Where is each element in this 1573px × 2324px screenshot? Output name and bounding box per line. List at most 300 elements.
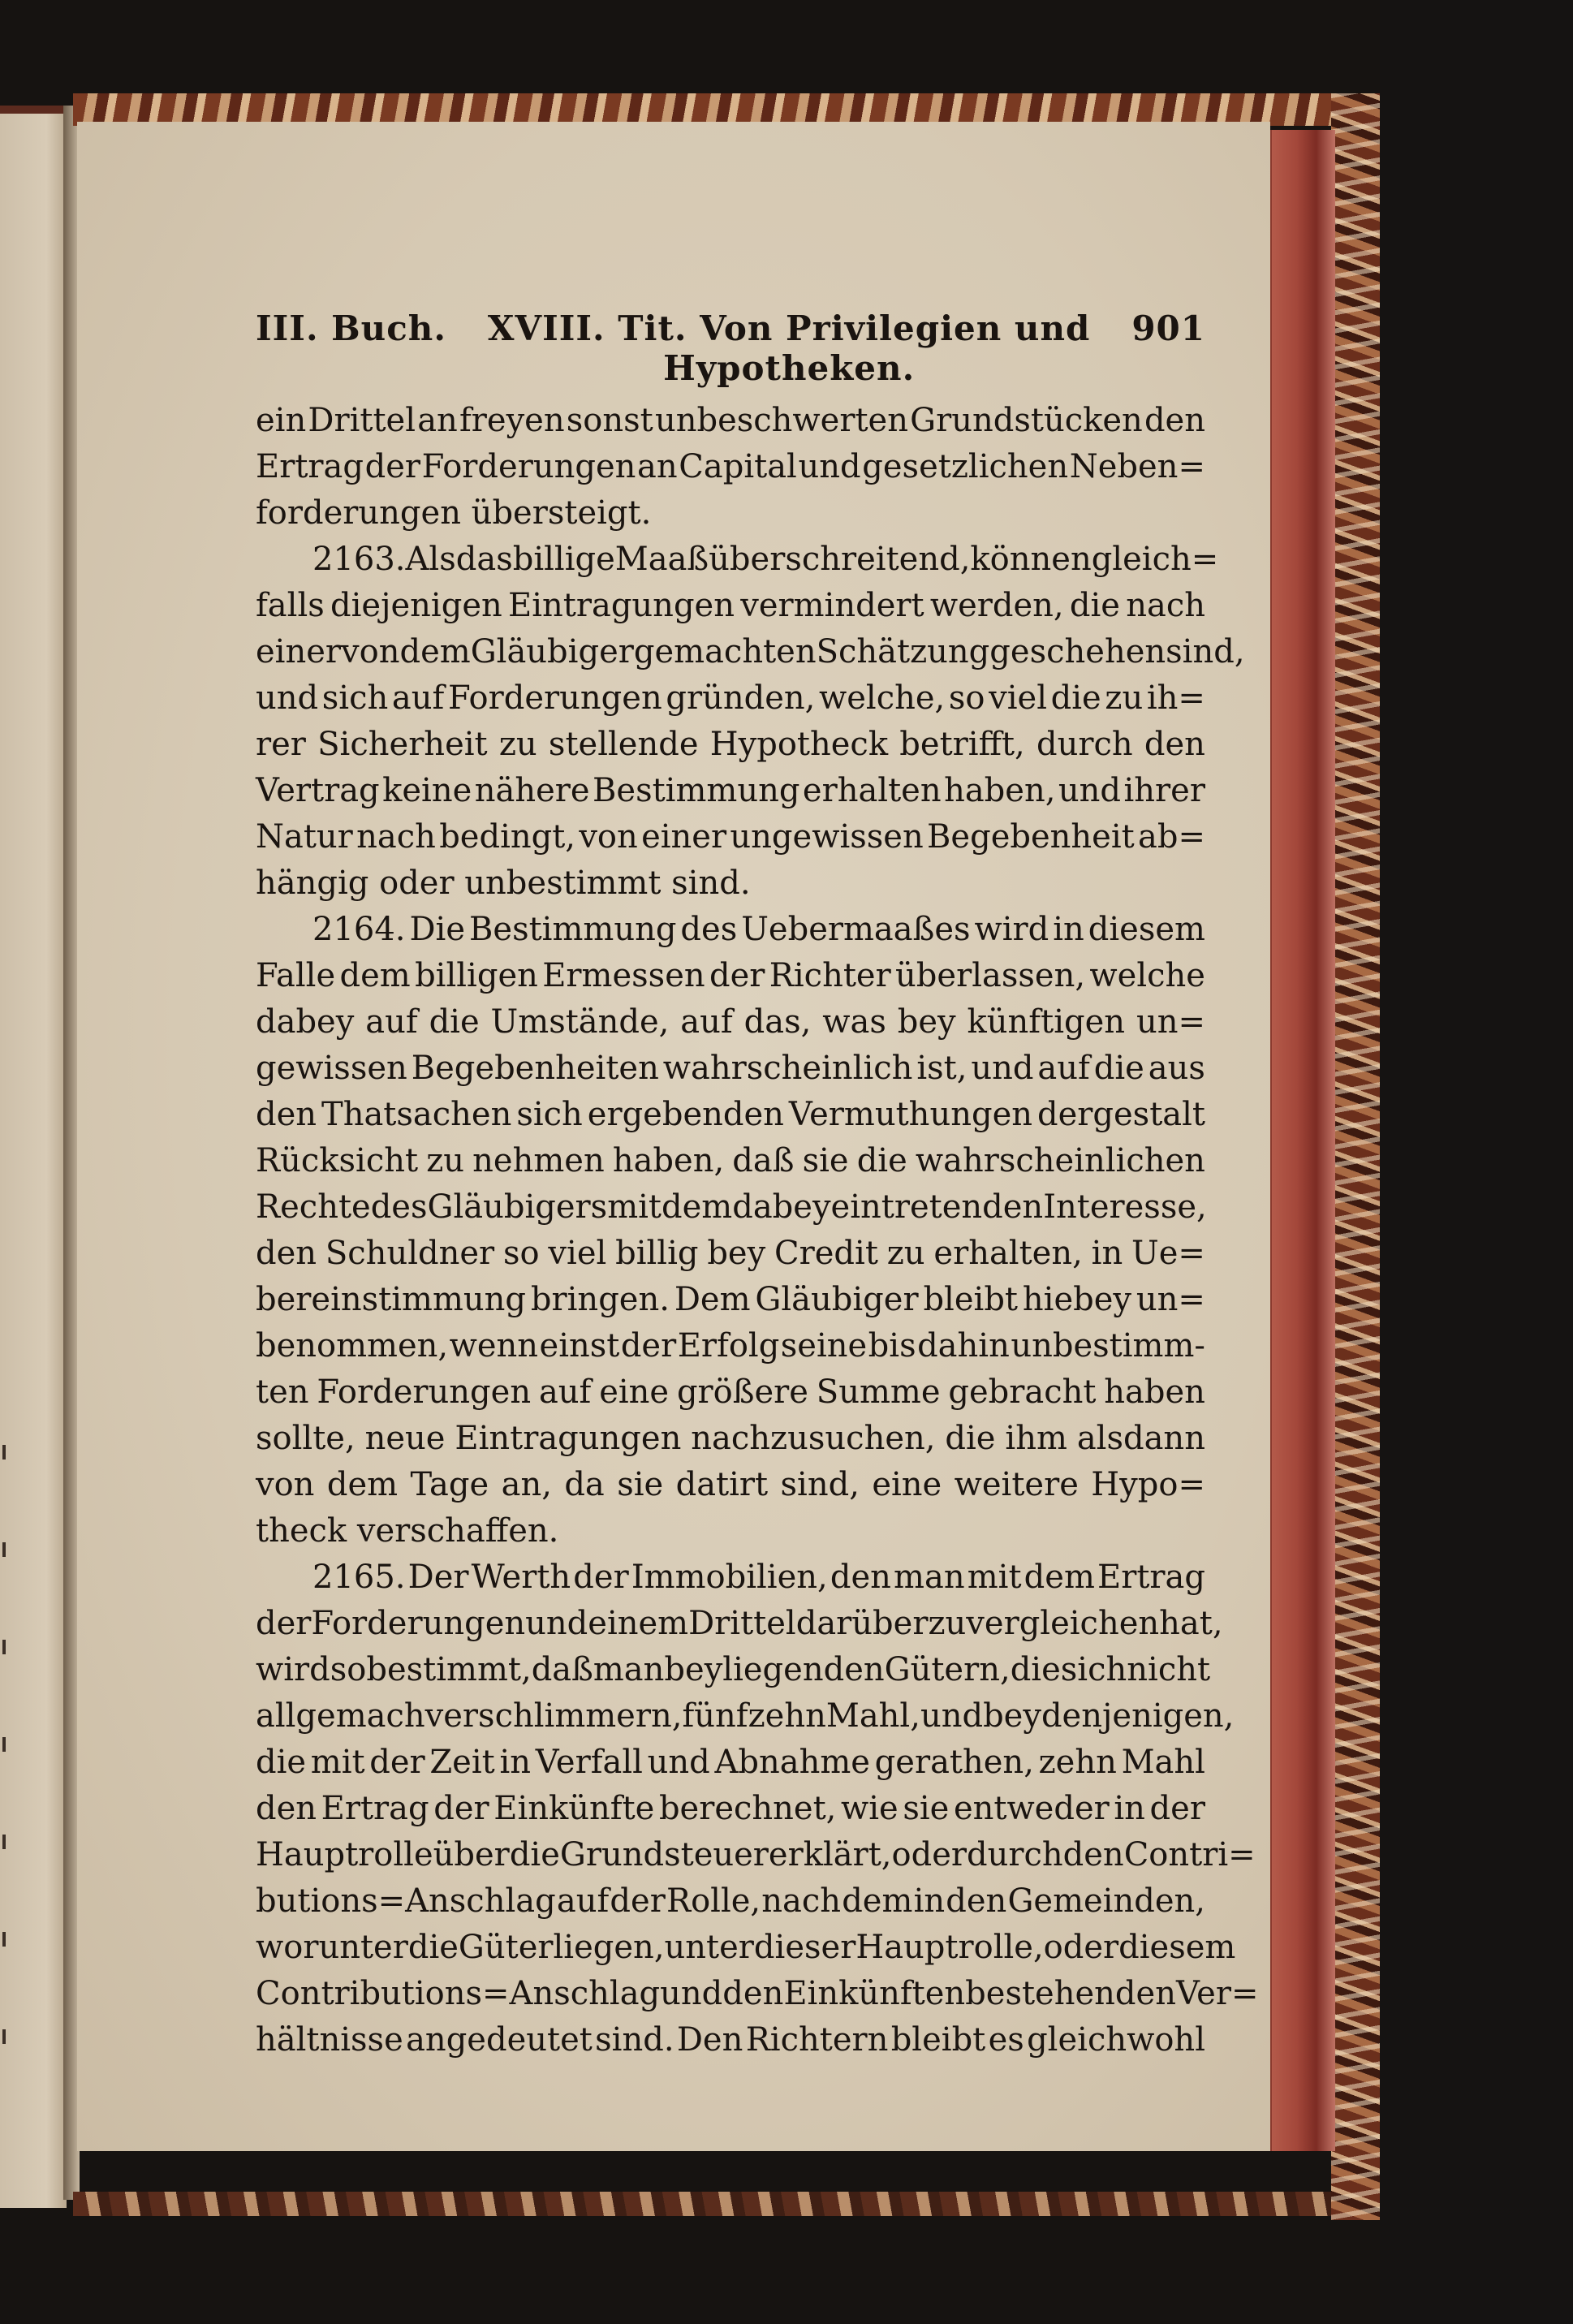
word: auf <box>1037 1050 1090 1087</box>
word: wahrscheinlichen <box>915 1142 1205 1179</box>
word: Contributions=Anschlag <box>256 1975 661 2012</box>
word: Ertrag <box>256 448 364 485</box>
chapter-title: XVIII. Tit. Von Privilegien und Hypotheken. <box>487 308 1091 388</box>
word: Grundsteuer <box>559 1836 769 1873</box>
word: ab= <box>1138 818 1205 856</box>
word: daß <box>732 1142 795 1179</box>
word: ten <box>256 1373 309 1411</box>
word: nach <box>1126 587 1205 624</box>
word: so <box>948 679 985 717</box>
word: Gläubigers <box>427 1188 608 1226</box>
word: eintretenden <box>830 1188 1044 1226</box>
word: gründen, <box>666 679 816 717</box>
word: von <box>256 1466 315 1503</box>
word: in <box>1091 1235 1123 1272</box>
word: vergleichen <box>966 1605 1160 1642</box>
text-line <box>256 1925 1236 1971</box>
word: Forderungen <box>317 1373 532 1411</box>
word: dem <box>662 1188 733 1226</box>
word: Der <box>407 1559 469 1596</box>
word: bestimmt, <box>366 1651 532 1688</box>
word: freyen <box>459 402 565 439</box>
word: den <box>256 1790 317 1827</box>
text-line <box>256 1554 1205 1601</box>
word: hältnisse <box>256 2021 403 2059</box>
book-label: III. Buch. <box>256 308 446 348</box>
word: und <box>647 1744 710 1781</box>
marbled-fore-edge <box>1331 93 1380 2220</box>
word: Uebermaaßes <box>741 911 971 948</box>
word: butions=Anschlag <box>256 1882 556 1920</box>
word: Capital <box>679 448 797 485</box>
word: Schuldner <box>325 1235 495 1272</box>
text-line <box>256 1462 1205 1508</box>
text-line <box>256 583 1205 629</box>
word: das, <box>743 1003 812 1041</box>
word: dem <box>1024 1559 1095 1596</box>
text-line <box>256 490 1205 537</box>
word: eine <box>599 1373 670 1411</box>
word: der <box>1149 1790 1205 1827</box>
word: hat, <box>1159 1605 1223 1642</box>
text-line <box>256 1878 1205 1925</box>
text-line <box>256 722 1205 768</box>
word: einer <box>256 633 342 670</box>
word: gleichwohl <box>1027 2021 1205 2059</box>
word: bey <box>983 1697 1041 1735</box>
word: aus <box>1148 1050 1205 1087</box>
text-line <box>256 953 1205 999</box>
word: Hypo= <box>1091 1466 1205 1503</box>
word: diesem <box>1088 911 1205 948</box>
word: und <box>1058 772 1122 809</box>
word: Schätzung <box>816 633 990 670</box>
word: größere <box>676 1373 808 1411</box>
word: auf <box>680 1003 733 1041</box>
word: Den <box>676 2021 743 2059</box>
word: und <box>256 679 319 717</box>
word: durch <box>967 1836 1063 1873</box>
word: Credit <box>774 1235 878 1272</box>
word: wenn <box>449 1327 539 1365</box>
word: worunter <box>256 1929 408 1966</box>
word: sind. <box>595 2021 674 2059</box>
word: Sicherheit <box>317 726 488 763</box>
word: da <box>564 1466 605 1503</box>
word: Gemeinden, <box>1007 1882 1205 1920</box>
word: sind, <box>1166 633 1245 670</box>
red-page-edges <box>1270 130 1335 2151</box>
word: allgemach <box>256 1697 425 1735</box>
word: sie <box>617 1466 664 1503</box>
text-line <box>256 1508 1205 1554</box>
word: Begebenheiten <box>411 1050 659 1087</box>
word: und <box>660 1975 723 2012</box>
text-line-content: forderungen übersteigt. <box>256 494 652 532</box>
word: geschehen <box>989 633 1166 670</box>
text-line <box>256 1323 1205 1369</box>
word: ihrer <box>1123 772 1205 809</box>
word: Vermuthungen <box>788 1096 1033 1133</box>
word: das <box>455 541 513 578</box>
word: bestehenden <box>965 1975 1176 2012</box>
text-line <box>256 1277 1205 1323</box>
word: Immobilien, <box>631 1559 828 1596</box>
word: Werth <box>471 1559 571 1596</box>
word: in <box>913 1882 946 1920</box>
word: ih= <box>1146 679 1205 717</box>
word: diesem <box>1118 1929 1236 1966</box>
word: der <box>364 448 421 485</box>
text-line <box>256 1740 1205 1786</box>
word: es <box>988 2021 1024 2059</box>
word: gerathen, <box>874 1744 1034 1781</box>
word: alsdann <box>1076 1420 1205 1457</box>
word: denjenigen, <box>1041 1697 1235 1735</box>
word: Gläubiger <box>755 1281 919 1318</box>
text-line <box>256 629 1245 675</box>
text-line <box>256 768 1205 814</box>
text-line <box>256 2017 1205 2063</box>
word: Rechte <box>256 1188 371 1226</box>
word: man <box>593 1651 665 1688</box>
word: den <box>256 1096 317 1133</box>
word: viel <box>989 679 1048 717</box>
word: der <box>610 1882 666 1920</box>
word: seine <box>780 1327 868 1365</box>
word: Natur <box>256 818 353 856</box>
word: Forderungen <box>447 679 662 717</box>
word: durch <box>1036 726 1133 763</box>
word: dieser <box>753 1929 856 1966</box>
word: billige <box>512 541 615 578</box>
word: dabey <box>732 1188 831 1226</box>
word: bey <box>707 1235 766 1272</box>
word: sie <box>802 1142 849 1179</box>
word: in <box>499 1744 531 1781</box>
word: den <box>946 1882 1007 1920</box>
word: Einkünfte <box>493 1790 655 1827</box>
word: einem <box>588 1605 689 1642</box>
word: bis <box>868 1327 916 1365</box>
word: von <box>579 818 638 856</box>
word: auf <box>556 1882 610 1920</box>
text-line <box>256 537 1219 583</box>
text-line <box>256 1184 1205 1231</box>
running-head <box>256 308 1205 388</box>
word: werden, <box>929 587 1064 624</box>
word: dem <box>339 957 411 994</box>
word: einst <box>539 1327 620 1365</box>
word: Drittel <box>688 1605 796 1642</box>
word: Falle <box>256 957 336 994</box>
word: eine <box>872 1466 942 1503</box>
word: den <box>1062 1836 1124 1873</box>
word: Begebenheit <box>927 818 1135 856</box>
word: rer <box>256 726 306 763</box>
word: die <box>509 1836 560 1873</box>
word: den <box>830 1559 891 1596</box>
word: viel <box>548 1235 607 1272</box>
word: ergebenden <box>587 1096 784 1133</box>
text-line <box>256 1971 1259 2017</box>
word: keine <box>382 772 472 809</box>
word: 2165. <box>312 1559 406 1596</box>
word: auf <box>391 679 445 717</box>
word: zu <box>426 1142 465 1179</box>
text-line <box>256 398 1205 444</box>
word: sie <box>903 1790 950 1827</box>
word: entweder <box>953 1790 1110 1827</box>
word: Einkünften <box>783 1975 966 2012</box>
word: zu <box>928 1605 967 1642</box>
word: haben, <box>612 1142 725 1179</box>
word: Die <box>409 911 466 948</box>
word: Ertrag <box>321 1790 429 1827</box>
text-line <box>256 860 1205 907</box>
word: liegen, <box>553 1929 665 1966</box>
word: Ertrag <box>1097 1559 1205 1596</box>
word: der <box>256 1605 312 1642</box>
text-line <box>256 814 1205 860</box>
word: den <box>1144 402 1205 439</box>
word: Ermessen <box>542 957 705 994</box>
word: berechnet, <box>658 1790 837 1827</box>
word: erhalten <box>802 772 942 809</box>
word: Forderungen <box>421 448 636 485</box>
word: können <box>970 541 1092 578</box>
word: Gläubiger <box>470 633 634 670</box>
word: bleibt <box>923 1281 1018 1318</box>
word: in <box>1053 911 1084 948</box>
word: dabey <box>256 1003 355 1041</box>
word: einer <box>641 818 727 856</box>
word: Ver= <box>1175 1975 1259 2012</box>
word: Thatsachen <box>321 1096 512 1133</box>
word: so <box>502 1235 540 1272</box>
word: daß <box>531 1651 593 1688</box>
word: neue <box>364 1420 446 1457</box>
word: nach <box>356 818 436 856</box>
word: man <box>894 1559 965 1596</box>
word: den <box>722 1975 784 2012</box>
word: un= <box>1136 1003 1205 1041</box>
word: Neben= <box>1069 448 1205 485</box>
word: Maaß <box>614 541 709 578</box>
word: Bestimmung <box>469 911 677 948</box>
word: oder <box>891 1836 967 1873</box>
text-line <box>256 999 1205 1046</box>
word: Bestimmung <box>593 772 800 809</box>
word: die <box>1050 679 1101 717</box>
word: ihm <box>1005 1420 1067 1457</box>
word: künftigen <box>967 1003 1126 1041</box>
word: billigen <box>415 957 538 994</box>
word: betrifft, <box>899 726 1025 763</box>
word: Rücksicht <box>256 1142 419 1179</box>
word: Mahl, <box>825 1697 920 1735</box>
text-line <box>256 1092 1205 1138</box>
word: des <box>680 911 738 948</box>
text-line-content: theck verschaffen. <box>256 1512 559 1550</box>
text-line <box>256 1832 1256 1878</box>
word: dem <box>842 1882 913 1920</box>
word: 2164. <box>312 911 406 948</box>
facing-page-edge <box>0 106 67 2208</box>
word: Eintragungen <box>455 1420 682 1457</box>
word: billig <box>615 1235 699 1272</box>
word: Hauptrolle, <box>855 1929 1044 1966</box>
word: überlassen, <box>895 957 1086 994</box>
word: vermindert <box>740 587 924 624</box>
word: und <box>798 448 861 485</box>
word: datirt <box>675 1466 769 1503</box>
word: haben, <box>944 772 1056 809</box>
word: die <box>429 1003 480 1041</box>
word: der <box>573 1559 629 1596</box>
word: benommen, <box>256 1327 449 1365</box>
word: in <box>1114 1790 1145 1827</box>
word: Drittel <box>308 402 416 439</box>
word: des <box>370 1188 428 1226</box>
word: fünfzehn <box>682 1697 826 1735</box>
word: sich <box>516 1096 583 1133</box>
word: an <box>637 448 678 485</box>
word: weitere <box>954 1466 1079 1503</box>
word: von <box>341 633 400 670</box>
word: Verfall <box>535 1744 643 1781</box>
word: 2163. <box>312 541 406 578</box>
word: ist, <box>916 1050 968 1087</box>
word: auf <box>538 1373 592 1411</box>
word: auf <box>365 1003 418 1041</box>
text-line <box>256 1693 1235 1740</box>
word: die <box>1093 1050 1144 1087</box>
word: bedingt, <box>439 818 576 856</box>
word: unbeschwerten <box>654 402 908 439</box>
word: Summe <box>816 1373 941 1411</box>
word: Richter <box>769 957 891 994</box>
word: Richtern <box>745 2021 889 2059</box>
word: bleibt <box>890 2021 986 2059</box>
word: Hypotheck <box>709 726 889 763</box>
body-text <box>256 398 1259 2063</box>
word: die <box>1010 1651 1061 1688</box>
word: dem <box>326 1466 399 1503</box>
word: Interesse, <box>1043 1188 1207 1226</box>
word: gesetzlichen <box>862 448 1069 485</box>
text-line <box>256 1046 1205 1092</box>
word: nehmen <box>472 1142 605 1179</box>
word: liegenden <box>722 1651 885 1688</box>
word: den <box>256 1235 317 1272</box>
text-line <box>256 1138 1205 1184</box>
word: ungewissen <box>730 818 924 856</box>
word: sich <box>321 679 389 717</box>
word: Umstände, <box>490 1003 670 1041</box>
word: sonst <box>566 402 653 439</box>
word: zehn <box>1038 1744 1117 1781</box>
word: so <box>330 1651 367 1688</box>
word: und <box>971 1050 1034 1087</box>
word: sind, <box>780 1466 860 1503</box>
text-line-content: hängig oder unbestimmt sind. <box>256 864 751 902</box>
word: bey <box>664 1651 723 1688</box>
word: an, <box>501 1466 552 1503</box>
word: mit <box>967 1559 1022 1596</box>
word: Rolle, <box>666 1882 761 1920</box>
word: Zeit <box>429 1744 495 1781</box>
facing-page-ink-marks <box>0 114 16 2208</box>
word: zu <box>1105 679 1144 717</box>
word: erklärt, <box>768 1836 892 1873</box>
text-line <box>256 1369 1205 1416</box>
marbled-top-edge <box>73 93 1372 126</box>
word: Vertrag <box>256 772 380 809</box>
word: zu <box>886 1235 925 1272</box>
word: welche, <box>819 679 946 717</box>
word: zu <box>498 726 537 763</box>
word: falls <box>256 587 325 624</box>
word: nähere <box>474 772 590 809</box>
word: ein <box>256 402 307 439</box>
word: Als <box>405 541 456 578</box>
word: stellende <box>548 726 699 763</box>
word: Contri= <box>1123 1836 1256 1873</box>
word: die <box>256 1744 307 1781</box>
text-line <box>256 1231 1205 1277</box>
word: welche <box>1089 957 1205 994</box>
word: nach <box>761 1882 842 1920</box>
word: bringen. <box>530 1281 670 1318</box>
word: dergestalt <box>1036 1096 1205 1133</box>
word: und <box>525 1605 588 1642</box>
word: unbestimm- <box>1011 1327 1205 1365</box>
word: Mahl <box>1121 1744 1205 1781</box>
word: wird <box>974 911 1049 948</box>
word: überschreitend, <box>709 541 971 578</box>
word: hiebey <box>1022 1281 1131 1318</box>
word: der <box>709 957 765 994</box>
word: angedeutet <box>406 2021 593 2059</box>
word: der <box>620 1327 677 1365</box>
word: mit <box>607 1188 662 1226</box>
word: dahin <box>917 1327 1010 1365</box>
text-line <box>256 1647 1211 1693</box>
word: unter <box>664 1929 754 1966</box>
word: Tage <box>410 1466 489 1503</box>
word: verschlimmern, <box>424 1697 683 1735</box>
word: was <box>822 1003 886 1041</box>
word: an <box>417 402 458 439</box>
word: gewissen <box>256 1050 407 1087</box>
word: die <box>945 1420 996 1457</box>
word: über <box>433 1836 510 1873</box>
word: haben <box>1104 1373 1205 1411</box>
book-page <box>77 122 1270 2151</box>
word: Ue= <box>1131 1235 1205 1272</box>
word: Erfolg <box>677 1327 780 1365</box>
word: oder <box>1043 1929 1119 1966</box>
word: sich <box>1060 1651 1127 1688</box>
word: wie <box>841 1790 899 1827</box>
word: Hauptrolle <box>256 1836 433 1873</box>
text-line <box>256 1416 1205 1462</box>
text-line <box>256 675 1205 722</box>
word: erhalten, <box>933 1235 1083 1272</box>
word: wird <box>256 1651 330 1688</box>
word: Grundstücken <box>910 402 1143 439</box>
